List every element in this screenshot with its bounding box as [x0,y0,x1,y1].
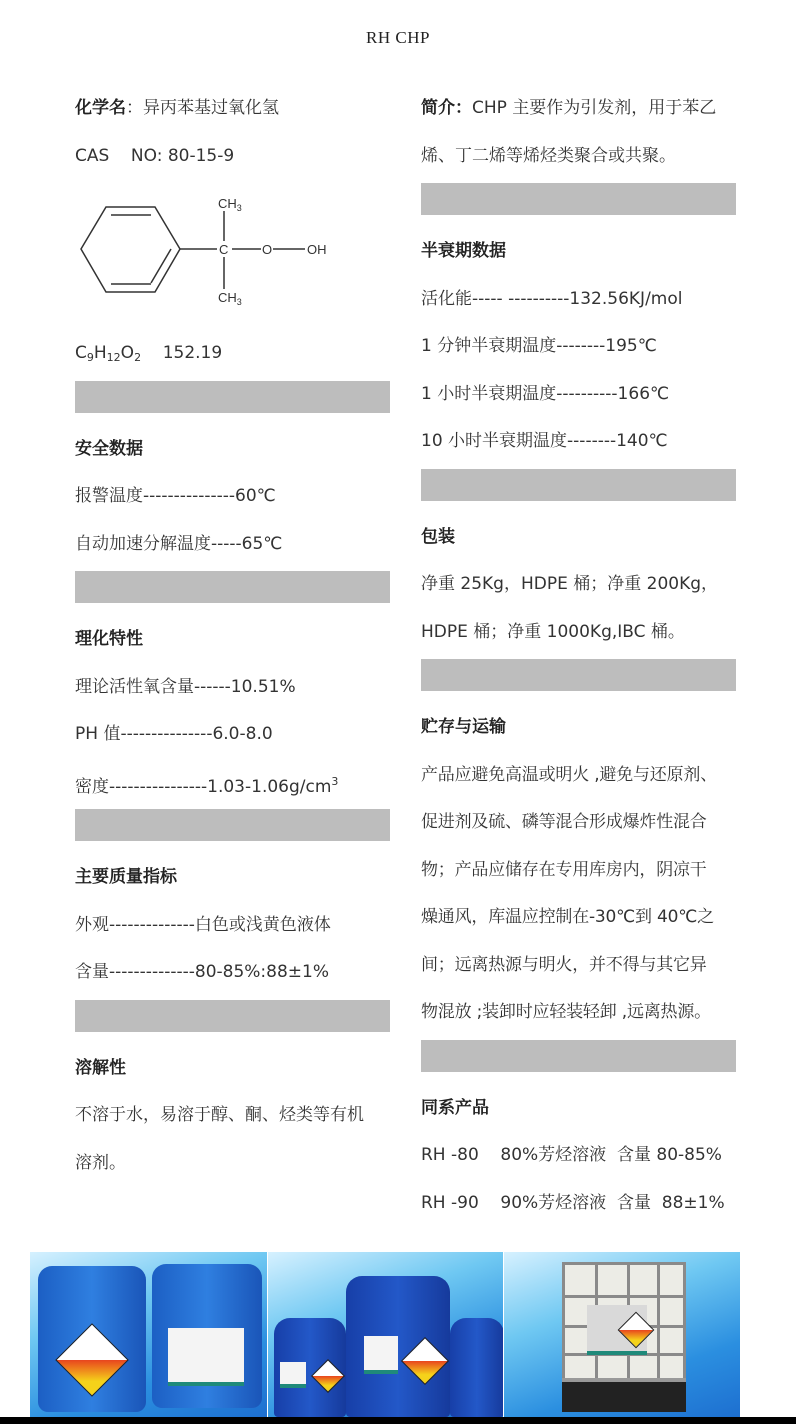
safety-heading: 安全数据 [75,438,143,459]
solubility-text-2: 溶剂。 [75,1152,126,1173]
physchem-heading: 理化特性 [75,629,143,649]
storage-paragraph [421,763,739,1025]
carbon-center: C [219,242,229,257]
halflife-heading: 半衰期数据 [421,241,506,261]
storage-line: 物；产品应储存在专用库房内，阴凉干 [421,859,707,880]
solubility-text-1: 不溶于水，易溶于醇、酮、烃类等有机 [75,1105,364,1125]
molecular-formula: $C_9H_{12}O_2$ 152.19 [75,343,223,364]
series-heading: 同系产品 [421,1097,489,1118]
chemical-name-value: 异丙苯基过氧化氢 [143,98,279,118]
cas-number: CAS NO: 80-15-9 [75,145,235,166]
drum-photo [267,1252,504,1417]
intro-text-1: CHP 主要作为引发剂，用于苯乙 [472,98,717,118]
molecular-weight: 152.19 [162,343,223,363]
ch3-top: $CH_3$ [218,196,242,213]
packaging-text-1: 净重 25Kg，HDPE 桶；净重 200Kg， [421,574,719,594]
safety-alarm-temp: 报警温度---------------60℃ [75,486,276,506]
activation-energy: 活化能----- ----------132.56KJ/mol [421,288,683,309]
chemical-name-label: 化学名 [75,98,126,118]
appearance: 外观--------------白色或浅黄色液体 [75,914,331,935]
divider [75,381,390,413]
cumene-hydroperoxide-structure-icon [75,177,393,323]
storage-line: 间；远离热源与明火，并不得与其它异 [421,954,707,975]
hydroxyl: OH [307,242,327,257]
oxygen: O [262,242,273,257]
storage-line: 燥通风，库温应控制在-30℃到 40℃之 [421,907,714,927]
divider [421,469,736,501]
density: 密度$----------------1.03-1.06g/cm^3$ [75,774,339,797]
right-column [421,96,739,1238]
divider [75,809,390,841]
solubility-heading: 溶解性 [75,1057,126,1078]
active-oxygen: 理论活性氧含量------10.51% [75,676,296,697]
ibc-tote-photo [503,1252,740,1417]
divider [75,1000,390,1032]
packaging-heading: 包装 [421,526,455,547]
ph-value: PH 值---------------6.0-8.0 [75,724,273,744]
series-rh90: RH -90 90%芳烃溶液 含量 88±1% [421,1192,725,1213]
content: 含量--------------80-85%:88±1% [75,962,330,982]
safety-sadt: 自动加速分解温度-----65℃ [75,533,283,554]
divider [421,659,736,691]
left-column [75,96,393,1198]
packaging-text-2: HDPE 桶；净重 1000Kg,IBC 桶。 [421,621,685,642]
series-rh80: RH -80 80%芳烃溶液 含量 80-85% [421,1145,722,1165]
intro-label: 简介： [421,98,472,118]
divider [421,1040,736,1072]
storage-line: 产品应避免高温或明火 ,避免与还原剂、 [421,764,718,785]
intro [421,96,739,120]
divider [421,183,736,215]
chemical-name [75,96,393,120]
packaging-photo-strip [30,1252,740,1417]
quality-heading: 主要质量指标 [75,867,177,887]
storage-line: 物混放 ;装卸时应轻装轻卸 ,远离热源。 [421,1002,711,1022]
storage-line: 促进剂及硫、磷等混合形成爆炸性混合 [421,812,707,832]
halflife-10h: 10 小时半衰期温度--------140℃ [421,431,668,451]
jerrycan-photo [30,1252,267,1417]
chemical-name-sep: ： [126,98,143,118]
divider [75,571,390,603]
page-title: RH CHP [366,28,430,47]
bottom-border [0,1417,796,1424]
intro-text-2: 烯、丁二烯等烯烃类聚合或共聚。 [421,145,676,166]
ch3-bottom: $CH_3$ [218,290,242,307]
storage-heading: 贮存与运输 [421,717,506,737]
halflife-1min: 1 分钟半衰期温度--------195℃ [421,336,657,356]
halflife-1h: 1 小时半衰期温度----------166℃ [421,383,670,404]
